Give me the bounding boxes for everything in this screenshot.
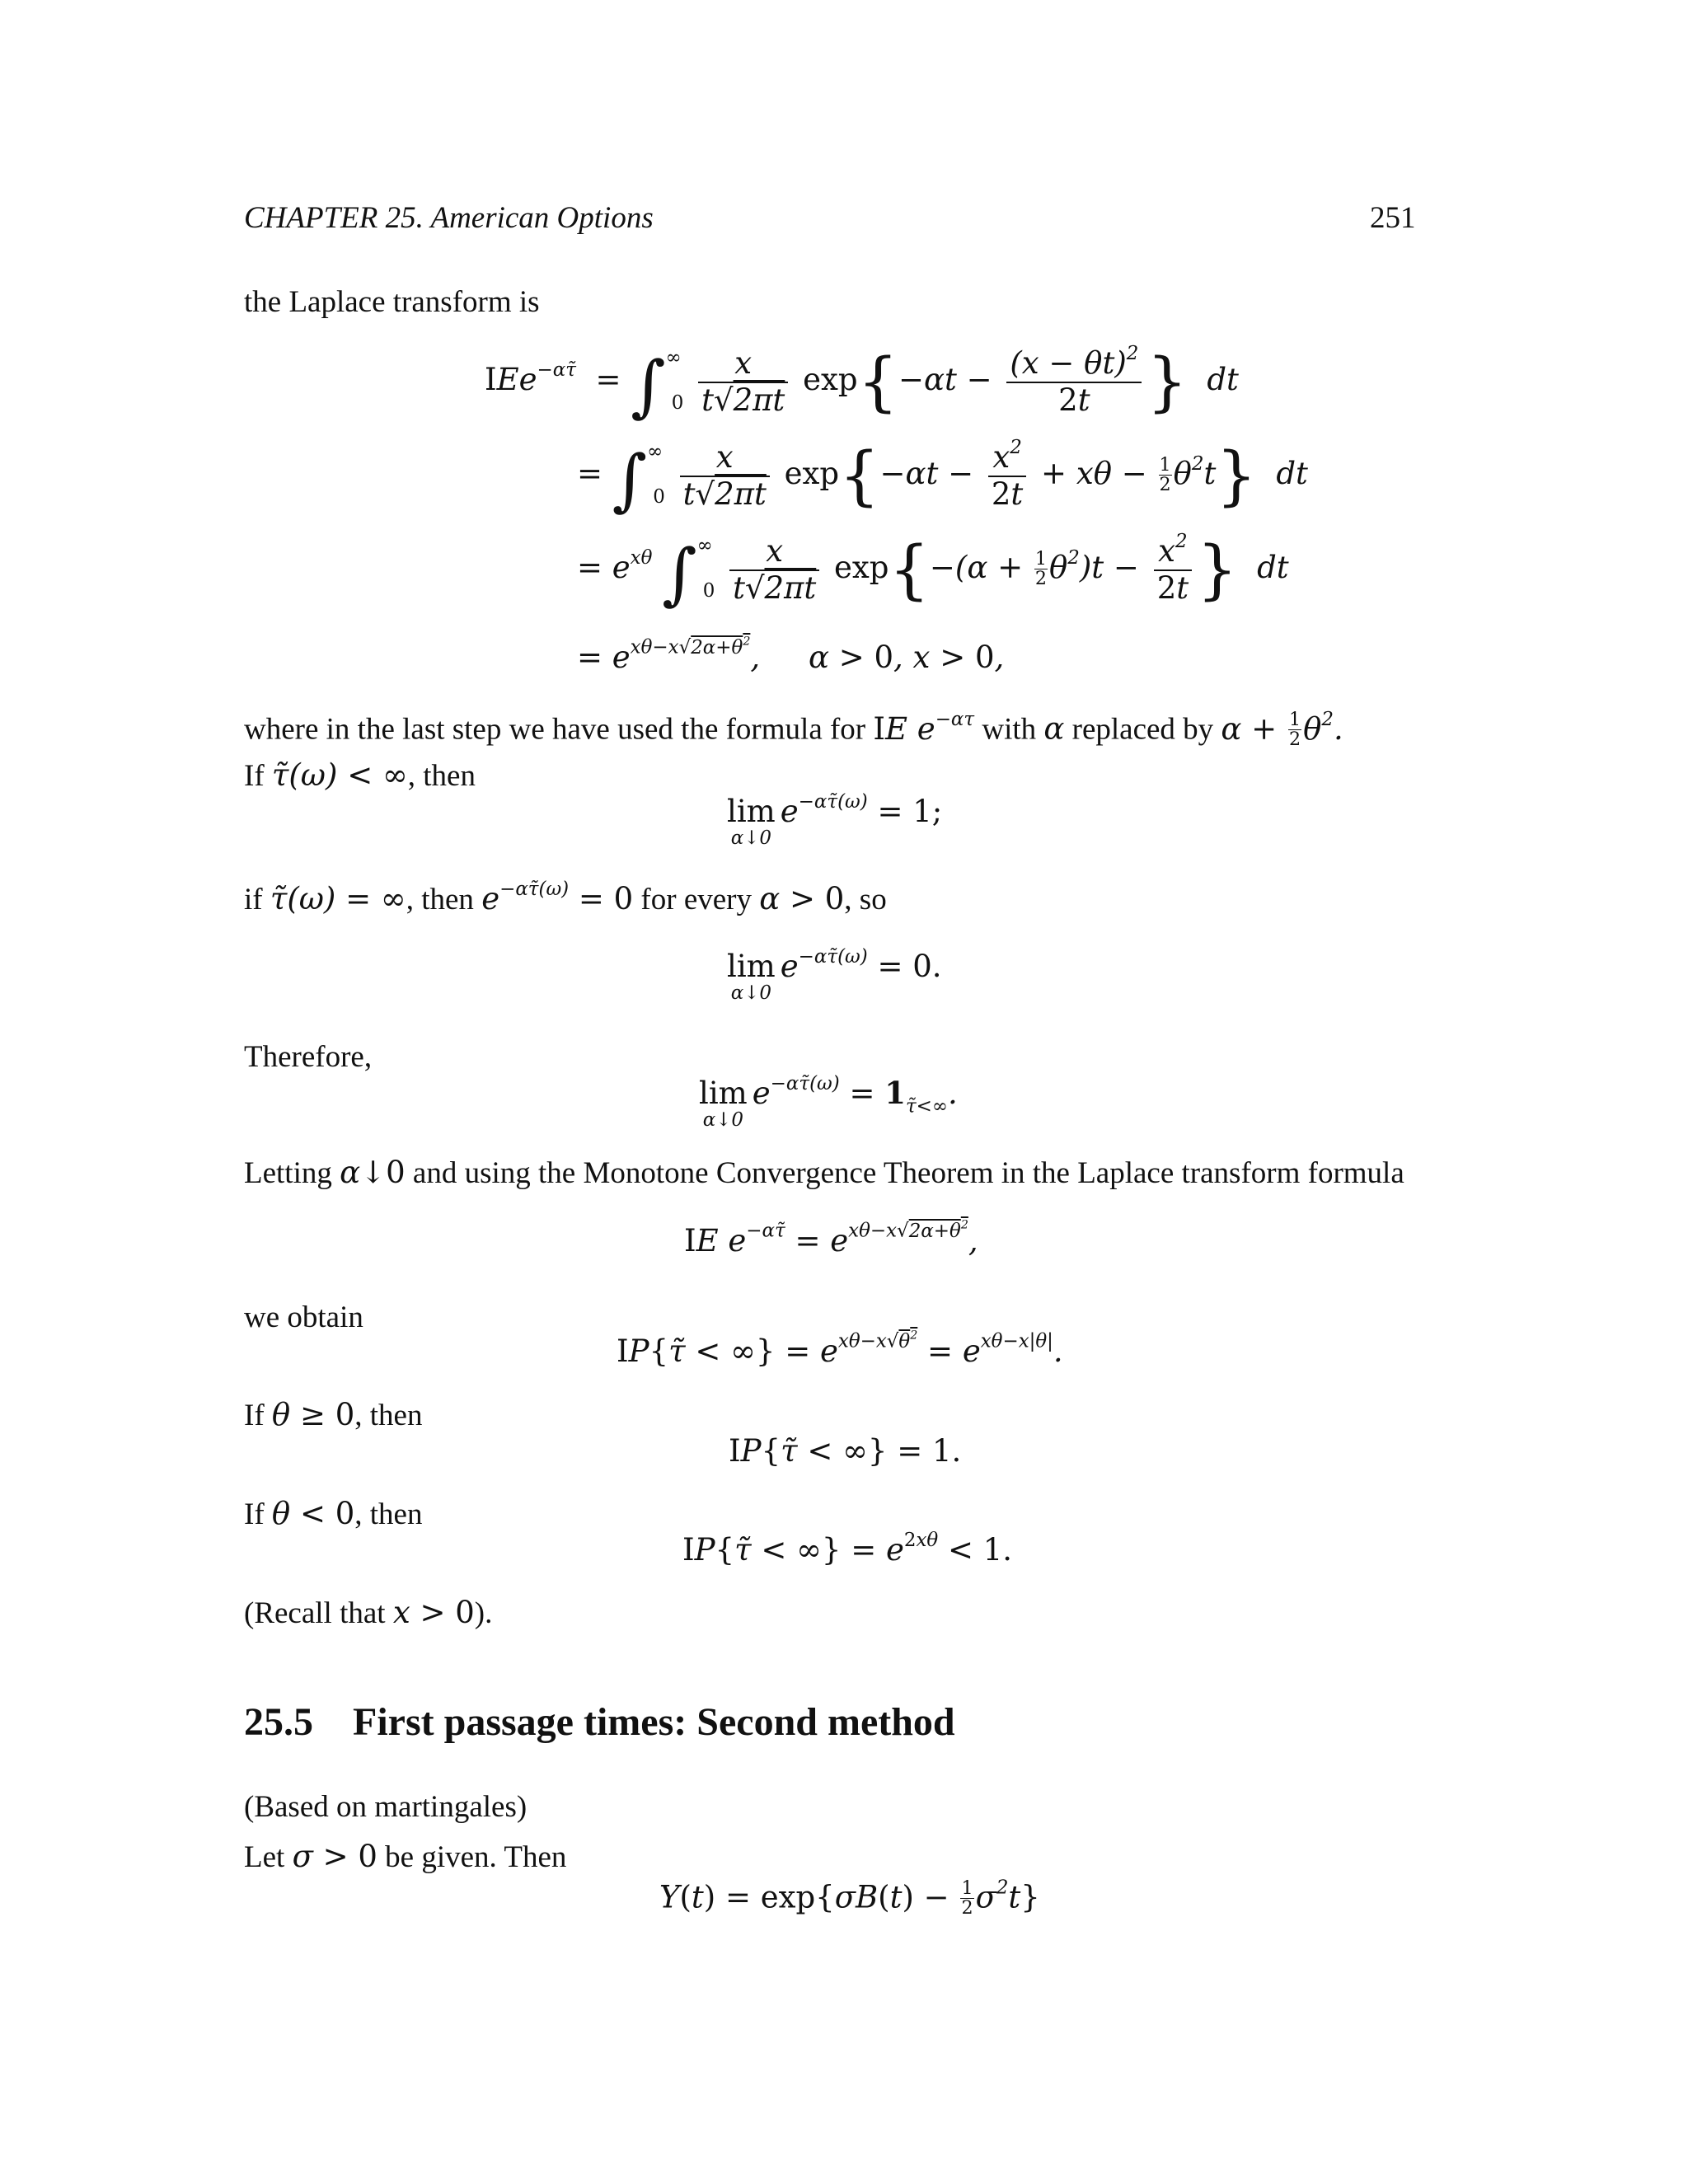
equation-line-4: = $e^{x\theta-x√2\alpha+\theta^2}$, α > 0, x > 0, — [577, 635, 1005, 675]
last-step-text-b: with — [982, 712, 1037, 747]
we-obtain-text: we obtain — [244, 1301, 363, 1334]
equation-line-2: = $\int^\infty_0$ $\frac{x}{t√2\pi t}$ exp{−αt − $\frac{x^2}{2t}$ + xθ − $\frac{1}{2}$ $\theta^2t$} dt — [577, 436, 1308, 519]
let-sigma-line: Let σ > 0 be given. Then — [244, 1839, 567, 1874]
if-finite-line: If τ̃(ω) < ∞, then — [244, 757, 476, 793]
probability-general: IP{τ̃ < ∞} = $e^{x\theta-x√\theta^2} = e^{x\theta-x|\theta|}$. — [617, 1329, 1063, 1369]
if-theta-neg-line: If θ < 0, then — [244, 1496, 423, 1531]
limit-indicator: lim α↓0 $e^{-\alpha\taũ(\omega)} = 1_{\taũ<\infty}$. — [699, 1072, 958, 1131]
intro-line: the Laplace transform is — [244, 285, 540, 319]
if-infinite-line: if τ̃(ω) = ∞, then $e^{-\alpha\taũ(\omega)} = 0$ for every α > 0, so — [244, 878, 887, 916]
last-step-line: where in the last step we have used the formula for IE $e^{-\alpha\tau}$ with α replaced by α + $\frac{1}{2}$ $\theta^2$. — [244, 708, 1343, 751]
based-on-text: (Based on martingales) — [244, 1790, 528, 1824]
recall-line: (Recall that x > 0). — [244, 1595, 493, 1630]
last-step-text-c: replaced by — [1071, 712, 1214, 747]
equation-line-1: $IEe^{-\alpha\taũ} = \int^\infty_0$ $\frac{x}{t√2\pi t}$ exp{−αt − $\frac{(x - \theta t)^2}{2t}$ } dt — [485, 342, 1239, 425]
probability-less-than-one: IP{τ̃ < ∞} = $e^{2x\theta} < 1$. — [682, 1529, 1013, 1568]
therefore-text: Therefore, — [244, 1040, 373, 1074]
section-heading — [244, 1699, 955, 1745]
if-theta-nonneg-line: If θ ≥ 0, then — [244, 1397, 423, 1432]
y-definition: Y(t) = exp{σB(t) − $\frac{1}{2}$ $\sigma^2t$} — [659, 1877, 1040, 1919]
section-title: First passage times: Second method — [353, 1700, 955, 1744]
page-number: 251 — [1370, 201, 1416, 235]
letting-line: Letting α↓0 and using the Monotone Convergence Theorem in the Laplace transform formula — [244, 1155, 1404, 1190]
equation-line-3: = $e^{x\theta}$ $\int^\infty_0$ $\frac{x}{t√2\pi t}$ exp{−(α + $\frac{1}{2}$ $\theta^2)t$ − $\frac{x^2}{2t}$ } dt — [577, 530, 1289, 613]
section-number: 25.5 — [244, 1700, 313, 1744]
probability-one: IP{τ̃ < ∞} = 1. — [729, 1433, 962, 1469]
limit-equals-one: lim α↓0 $e^{-\alpha\taũ(\omega)} = 1$; — [727, 790, 943, 849]
last-step-text-a: where in the last step we have used the formula for — [244, 712, 866, 747]
limit-equals-zero: lim α↓0 $e^{-\alpha\taũ(\omega)} = 0$. — [727, 945, 942, 1004]
laplace-formula: IE $e^{-\alpha\taũ} = e^{x\theta-x√2\alpha+\theta^2}$, — [684, 1218, 978, 1258]
running-header-chapter: CHAPTER 25. American Options — [244, 201, 654, 235]
